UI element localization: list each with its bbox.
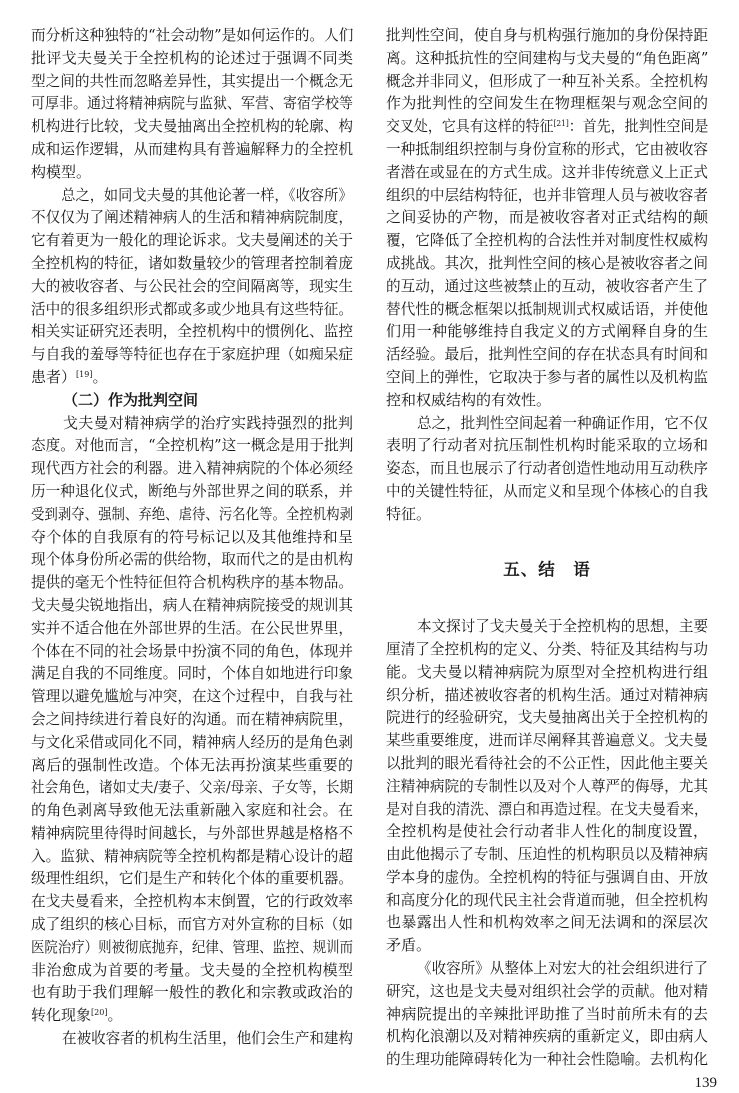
text-line: 离后的强制性改造。个体无法再扮演某些重要的 (31, 755, 353, 774)
text-line: 姿态，而且也展示了行动者创造性地动用互动秩序 (386, 459, 709, 478)
paragraph (386, 957, 708, 1071)
text-line: 活经验。最后，批判性空间的存在状态具有时间和 (386, 345, 709, 364)
text-line: 学本身的虚伪。全控机构的特征与强调自由、开放 (386, 867, 709, 886)
text-line: 活中的很多组织形式都或多或少地具有这些特征。 (31, 299, 354, 318)
text-line: 织分析，描述被收容者的机构生活。通过对精神病 (386, 685, 709, 704)
text-line: 非治愈成为首要的考量。戈夫曼的全控机构模型 (31, 960, 353, 979)
paragraph (31, 412, 353, 1028)
text-segment: ：首先，批判性空间是 (568, 117, 709, 136)
text-line: 在戈夫曼看来，全控机构本末倒置，它的行政效率 (31, 892, 354, 911)
text-line: 替代性的概念框架以抵制规训式权威话语，并使他 (386, 299, 709, 318)
text-line: 成了组织的核心目标，而官方对外宣称的目标（如 (31, 915, 354, 934)
text-line: 总之，如同戈夫曼的其他论著一样，《收容所》 (61, 185, 353, 204)
text-line: 由此他揭示了专制、压迫性的机构职员以及精神病 (386, 845, 709, 864)
citation-trailing: 。 (92, 367, 108, 386)
left-column (31, 24, 353, 1050)
text-line: 戈夫曼对精神病学的治疗实践持强烈的批判 (63, 413, 353, 432)
text-line: 精神病院里待得时间越长，与外部世界越是格格不 (31, 823, 354, 842)
text-line: 本文探讨了戈夫曼关于全控机构的思想，主要 (417, 617, 709, 636)
text-line: 以批判的眼光看待社会的不公正性，因此他主要关 (386, 753, 709, 772)
text-line: 矛盾。 (386, 936, 432, 955)
text-line: 也暴露出人性和机构效率之间无法调和的深层次 (386, 913, 708, 932)
text-line: 在被收容者的机构生活里，他们会生产和建构 (62, 1029, 354, 1048)
text-line: 总之，批判性空间起着一种确证作用，它不仅 (417, 413, 709, 432)
text-line: 会之间持续进行着良好的沟通。而在精神病院里， (31, 709, 354, 728)
text-line: 戈夫曼尖锐地指出，病人在精神病院接受的规训其 (31, 595, 354, 614)
text-line: 相关实证研究还表明，全控机构中的惯例化、监控 (31, 322, 354, 341)
text-line: 研究，这也是戈夫曼对组织社会学的贡献。他对精 (386, 981, 709, 1000)
text-line: 提供的毫无个性特征但符合机构秩序的基本物品。 (31, 573, 354, 592)
text-line: 者潜在或显在的方式生成。这并非传统意义上正式 (386, 162, 709, 181)
text-line: 患者）[19]。 (31, 367, 108, 386)
paragraph (31, 1027, 353, 1050)
text-line: 离。这种抵抗性的空间建构与戈夫曼的“角色距离” (386, 48, 709, 67)
text-line: 表明了行动者对抗压制性机构时能采取的立场和 (386, 436, 708, 455)
text-line: 实并不适合他在外部世界的生活。在公民世界里， (31, 618, 354, 637)
text-line: 满足自我的不同维度。同时，个体自如地进行印象 (31, 664, 354, 683)
text-line: 历一种退化仪式，断绝与外部世界之间的联系，并 (31, 481, 354, 500)
text-line: 医院治疗）则被彻底抛弃，纪律、管理、监控、规训而 (31, 937, 353, 956)
text-line: 机构进行比较，戈夫曼抽离出全控机构的轮廓、构 (31, 117, 354, 136)
text-line: 个体在不同的社会场景中扮演不同的角色，体现并 (31, 641, 354, 660)
paragraph (386, 615, 708, 957)
text-line: 的生理功能障碍转化为一种社会性隐喻。去机构化 (386, 1050, 709, 1069)
text-line: 和高度分化的现代民主社会背道而驰，但全控机构 (386, 890, 709, 909)
paragraph (31, 184, 353, 389)
section-heading: 五、结 语 (503, 560, 591, 580)
text-line: 覆，它降低了全控机构的合法性并对制度性权威构 (386, 231, 709, 250)
text-line: 中的关键性特征，从而定义和呈现个体核心的自我 (386, 481, 709, 500)
text-line: 《收容所》从整体上对宏大的社会组织进行了 (417, 959, 709, 978)
text-line: 特征。 (386, 504, 432, 523)
text-line: 而分析这种独特的“社会动物”是如何运作的。人们 (31, 26, 354, 44)
text-segment: 交叉处，它具有这样的特征 (386, 117, 554, 136)
text-line: 某些重要维度，进而详尽阐释其普遍意义。戈夫曼 (386, 731, 709, 750)
text-line: 能。戈夫曼以精神病院为原型对全控机构进行组 (386, 662, 708, 681)
text-line: 成和运作逻辑，从而建构具有普遍解释力的全控机 (31, 139, 354, 158)
text-line: 一种抵制组织控制与身份宣称的形式，它由被收容 (386, 139, 709, 158)
text-line: 作为批判性的空间发生在物理框架与观念空间的 (386, 94, 708, 113)
text-line (386, 115, 708, 138)
citation-marker: [19] (76, 369, 93, 379)
text-line: 受到剥夺、强制、弃绝、虐待、污名化等。全控机构剥 (31, 504, 353, 523)
text-line: 态度。对他而言，“全控机构”这一概念是用于批判 (31, 436, 354, 455)
text-line: 之间妥协的产物，而是被收容者对正式结构的颠 (386, 208, 708, 227)
text-line: 社会角色，诸如丈夫/妻子、父亲/母亲、子女等，长期 (31, 778, 354, 797)
citation-marker: [21] (553, 119, 569, 129)
sub-heading-block (31, 389, 353, 412)
text-line: 现个体身份所必需的供给物，取而代之的是由机构 (31, 550, 354, 569)
text-line: 院进行的经验研究，戈夫曼抽离出关于全控机构的 (386, 708, 709, 727)
text-line: 是对自我的清洗、漂白和再造过程。在戈夫曼看来， (386, 799, 709, 818)
text-line: 与自我的羞辱等特征也存在于家庭护理（如痴呆症 (31, 345, 354, 364)
text-line: 夺个体的自我原有的符号标记以及其他维持和呈 (31, 527, 353, 546)
text-line: 们用一种能够维持自我定义的方式阐释自身的生 (386, 322, 708, 341)
text-line: 空间上的弹性，它取决于参与者的属性以及机构监 (386, 367, 709, 386)
text-line: 控和权威结构的有效性。 (386, 390, 552, 409)
sub-heading: （二）作为批判空间 (63, 390, 199, 409)
text-line: 全控机构的特征，诸如数量较少的管理者控制着庞 (31, 253, 354, 272)
text-line: 注精神病院的专制性以及对个人尊严的侮辱，尤其 (386, 776, 709, 795)
text-line: 它有着更为一般化的理论诉求。戈夫曼阐述的关于 (31, 231, 354, 250)
text-line: 大的被收容者、与公民社会的空间隔离等，现实生 (31, 276, 354, 295)
text-line: 神病院提出的辛辣批评助推了当时前所未有的去 (386, 1004, 708, 1023)
text-line: 厘清了全控机构的定义、分类、特征及其结构与功 (386, 639, 709, 658)
text-line: 批评戈夫曼关于全控机构的论述过于强调不同类 (31, 48, 353, 67)
text-line: 批判性空间，使自身与机构强行施加的身份保持距 (386, 26, 709, 44)
text-line: 转化现象[20]。 (31, 1006, 123, 1025)
page-number: 139 (694, 1075, 717, 1092)
text-line: 与文化采借或同化不同，精神病人经历的是角色剥 (31, 732, 354, 751)
citation-trailing: 。 (107, 1006, 123, 1025)
text-line: 组织的中层结构特征，也并非管理人员与被收容者 (386, 185, 709, 204)
text-line: 的互动，通过这些被禁止的互动，被收容者产生了 (386, 276, 709, 295)
text-line: 构模型。 (31, 162, 92, 181)
text-line: 型之间的共性而忽略差异性，其实提出一个概念无 (31, 71, 354, 90)
text-line: 可厚非。通过将精神病院与监狱、军营、寄宿学校等 (31, 94, 354, 113)
text-line: 也有助于我们理解一般性的教化和宗教或政治的 (31, 983, 353, 1002)
text-line: 不仅仅为了阐述精神病人的生活和精神病院制度， (31, 208, 354, 227)
text-line: 全控机构是使社会行动者非人性化的制度设置， (386, 822, 708, 841)
text-line: 机构化浪潮以及对精神疾病的重新定义，即由病人 (386, 1027, 709, 1046)
paragraph (31, 24, 353, 184)
text-line: 的角色剥离导致他无法重新融入家庭和社会。在 (31, 801, 353, 820)
text-line: 管理以避免尴尬与冲突，在这个过程中，自我与社 (31, 687, 354, 706)
spacer (386, 592, 708, 615)
spacer (386, 526, 708, 549)
text-line: 入。监狱、精神病院等全控机构都是精心设计的超 (31, 846, 354, 865)
citation-marker: [20] (91, 1008, 108, 1018)
paragraph (386, 24, 708, 412)
right-column (386, 24, 708, 1071)
text-line: 级理性组织，它们是生产和转化个体的重要机器。 (31, 869, 354, 888)
paragraph (386, 412, 708, 526)
text-line: 现代西方社会的利器。进入精神病院的个体必须经 (31, 459, 354, 478)
text-line: 概念并非同义，但形成了一种互补关系。全控机构 (386, 71, 709, 90)
text-line: 成挑战。其次，批判性空间的核心是被收容者之间 (386, 253, 709, 272)
